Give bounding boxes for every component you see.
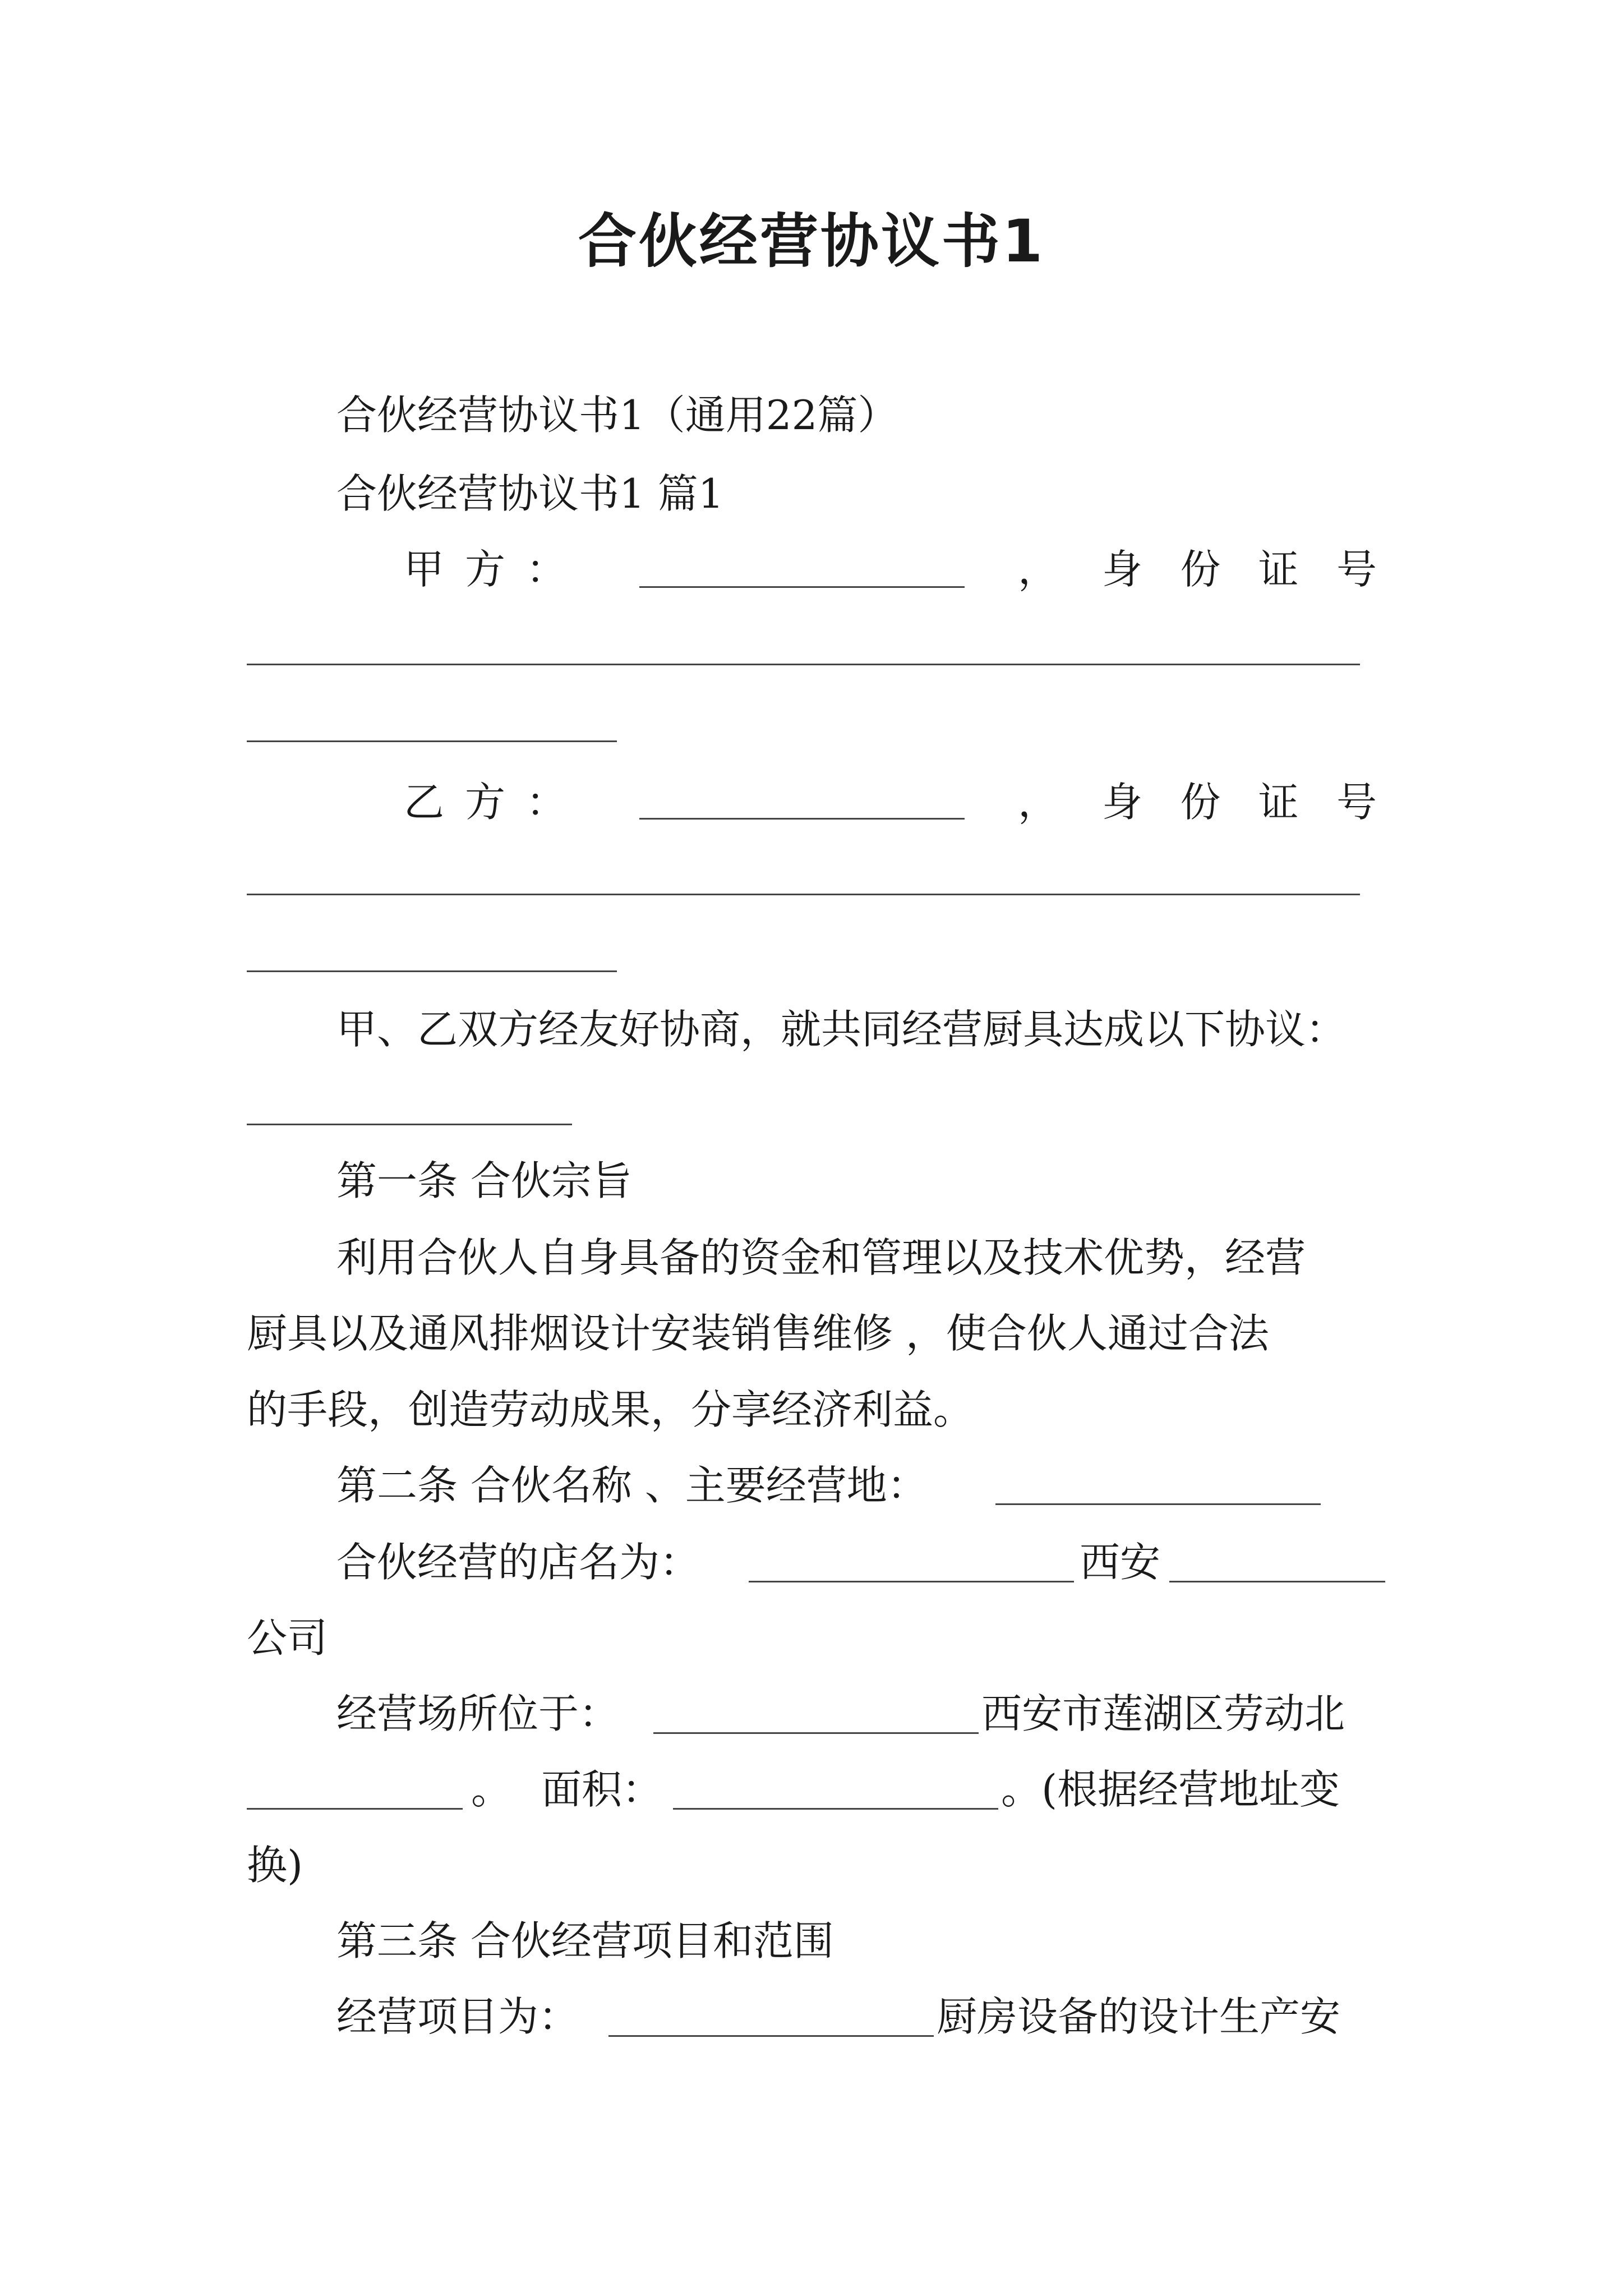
party-a-label: 甲 方 ： [404,546,566,593]
section-heading: 合伙经营协议书1 篇1 [336,470,724,517]
location-end: 。 [471,1766,512,1813]
article-1-title: 第一条 合伙宗旨 [336,1157,632,1204]
store-name-blank-2[interactable] [1169,1581,1385,1582]
party-b-comma: ， [1018,779,1059,826]
area-blank[interactable] [673,1808,998,1810]
article-1-line-1: 利用合伙人自身具备的资金和管理以及技术优势，经营 [336,1234,1306,1281]
location-prefix: 经营场所位于： [336,1690,620,1737]
location-blank[interactable] [653,1732,979,1734]
party-a-name-blank[interactable] [639,586,965,588]
store-name-city: 西安 [1080,1539,1161,1586]
article-1-line-2: 厨具以及通风排烟设计安装销售维修 ，使合伙人通过合法 [247,1310,1269,1357]
area-note-end: 换) [247,1842,303,1889]
party-b-id-blank-cont[interactable] [247,970,617,972]
main-location-blank[interactable] [995,1503,1321,1505]
area-note: 。(根据经营地址变 [1001,1766,1340,1813]
location-value: 西安市莲湖区劳动北 [981,1690,1345,1737]
article-1-line-3: 的手段，创造劳动成果，分享经济利益。 [247,1386,974,1433]
project-blank[interactable] [608,2035,934,2037]
document-title: 合伙经营协议书1 [578,207,1045,275]
location-blank-2[interactable] [247,1808,463,1810]
article-3-title: 第三条 合伙经营项目和范围 [336,1917,834,1964]
store-name-blank[interactable] [749,1581,1074,1582]
party-a-id-blank-cont[interactable] [247,740,617,742]
intro-blank[interactable] [247,1124,572,1125]
party-b-label: 乙 方 ： [404,779,566,826]
store-name-suffix: 公司 [247,1614,328,1662]
store-name-prefix: 合伙经营的店名为： [336,1539,700,1586]
party-a-id-label: 身 份 证 号 [1102,546,1377,593]
document-subtitle: 合伙经营协议书1（通用22篇） [336,392,898,439]
party-a-id-blank[interactable] [247,664,1360,665]
party-b-id-blank[interactable] [247,894,1360,895]
party-b-name-blank[interactable] [639,818,965,820]
project-prefix: 经营项目为： [336,1993,579,2040]
area-label: 面积： [541,1766,663,1813]
intro-paragraph: 甲、乙双方经友好协商，就共同经营厨具达成以下协议： [336,1006,1347,1053]
article-2-title: 第二条 合伙名称 、主要经营地： [336,1462,928,1509]
project-value: 厨房设备的设计生产安 [937,1993,1341,2040]
party-b-id-label: 身 份 证 号 [1102,779,1377,826]
party-a-comma: ， [1018,546,1059,593]
